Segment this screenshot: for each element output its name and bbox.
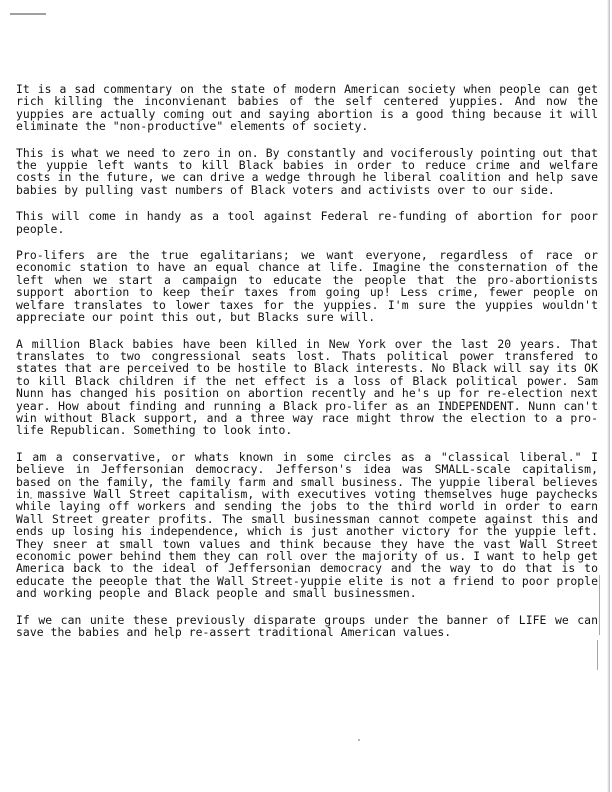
paragraph-7: If we can unite these previously disparate groups under the banner of LIFE we can save the babies and help re-assert traditional American values. bbox=[16, 612, 598, 640]
paragraph-5: A million Black babies have been killed in New York over the last 20 years. That translates to two congressional seats lost. Thats political power transfered to states that are perceived to be hostile to Black interests. No Black will say its OK to kill Black children if the net effect is a loss of Black political power. Sam Nunn has changed his position on abortion recently and he's up for re-election next year. How about finding and running a Black pro-lifer as an INDEPENDENT. Nunn can't win without Black support, and a three way race might throw the election to a pro-life Republican. Something to look into. bbox=[16, 336, 598, 438]
paragraph-3: This will come in handy as a tool against Federal re-funding of abortion for poor people. bbox=[16, 209, 598, 236]
paragraph-2: This is what we need to zero in on. By constantly and vociferously pointing out that the yuppie left wants to kill Black babies in order to reduce crime and welfare costs in the future, we can drive a wedge through he liberal coalition and help save babies by pulling vast numbers of Black voters and activists over to our side. bbox=[16, 145, 598, 197]
paragraph-6: I am a conservative, or whats known in some circles as a "classical liberal." I believe in Jeffersonian democracy. Jefferson's idea was SMALL-scale capitalism, based on the family, the family farm and small business. The yuppie liberal believes in massive Wall Street capitalism, with executives voting themselves huge paychecks while laying off workers and sending the jobs to the third world in order to earn Wall Street greater profits. The small businessman cannot compete against this and ends up losing his independence, which is just another victory for the yuppie left. They sneer at small town values and think because they have the vast Wall Street economic power behind them they can roll over the majority of us. I want to help get America back to the ideal of Jeffersonian democracy and the way to do that is to educate the peeople that the Wall Street-yuppie elite is not a friend to poor prople and working people and Black people and small businessmen. bbox=[16, 449, 598, 601]
scan-scratch-line bbox=[599, 575, 600, 635]
paragraph-4: Pro-lifers are the true egalitarians; we want everyone, regardless of race or economic station to have an equal chance at life. Imagine the consternation of the left when we start a campaign to educate the people that the pro-abortionists support abortion to keep their taxes from going up! Less crime, fewer people on welfare translates to lower taxes for the yuppies. I'm sure the yuppies wouldn't appreciate our point this out, but Blacks sure will. bbox=[16, 248, 598, 325]
paragraph-1: It is a sad commentary on the state of modern American society when people can get rich killing the inconvienant babies of the self centered yuppies. And now the yuppies are actually coming out and saying abortion is a good thing because it will eliminate the "non-productive" elements of society. bbox=[16, 82, 598, 134]
scan-speck bbox=[358, 739, 360, 741]
scan-artifact-mark bbox=[10, 13, 46, 15]
letter-body bbox=[16, 83, 598, 652]
page-edge-shadow bbox=[607, 0, 610, 792]
